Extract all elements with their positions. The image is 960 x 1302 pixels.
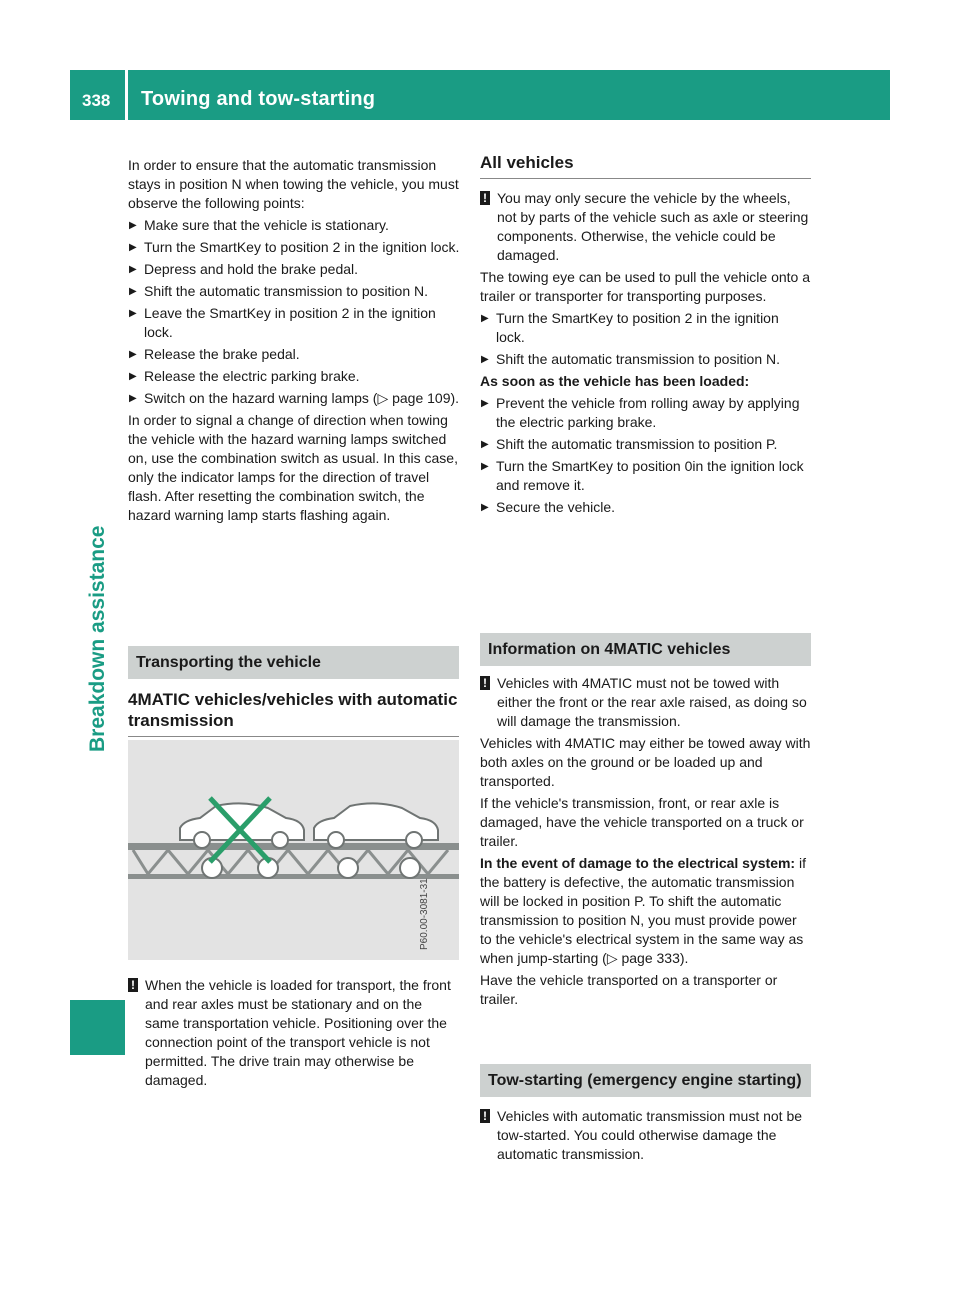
list-item: ▶ Turn the SmartKey to position 0in the ignition lock and remove it.	[480, 457, 811, 495]
heading-all-vehicles: All vehicles	[480, 152, 811, 179]
list-item: ▶ Make sure that the vehicle is stationary.	[128, 216, 460, 235]
section-heading-transporting: Transporting the vehicle	[128, 646, 459, 679]
paragraph: If the vehicle's transmission, front, or rear axle is damaged, have the vehicle transported on a truck or trailer.	[480, 795, 804, 849]
side-tab-marker	[70, 1000, 125, 1055]
warning-note	[128, 976, 460, 1090]
transport-warning	[128, 976, 460, 1093]
warning-icon: !	[128, 978, 138, 992]
list-item: ▶ Secure the vehicle.	[480, 498, 811, 517]
header-divider	[125, 70, 128, 120]
electrical-damage-text: if the battery is defective, the automatic transmission will be locked in position P. To shift the automatic transmission to position N, you must provide power to the vehicle's electrical system in the same way as when jump-starting (▷ page 333).	[480, 855, 806, 966]
indicator-paragraph: In order to signal a change of direction when towing the vehicle with the hazard warning lamps switched on, use the combination switch as usual. In this case, only the indicator lamps for the direction of travel flash. After resetting the combination switch, the hazard warning lamp starts flashing again.	[128, 412, 458, 523]
list-item: ▶ Depress and hold the brake pedal.	[128, 260, 460, 279]
right-column-top	[480, 152, 811, 520]
list-item: ▶ Turn the SmartKey to position 2 in the ignition lock.	[480, 309, 811, 347]
warning-text: You may only secure the vehicle by the wheels, not by parts of the vehicle such as axle or steering components. Otherwise, the vehicle could be damaged.	[497, 190, 809, 263]
list-item: ▶ Shift the automatic transmission to position N.	[128, 282, 460, 301]
towing-eye-paragraph: The towing eye can be used to pull the vehicle onto a trailer or transporter for transporting purposes.	[480, 269, 810, 304]
warning-icon: !	[480, 1109, 490, 1123]
page-number: 338	[82, 91, 111, 110]
list-item: ▶ Shift the automatic transmission to position P.	[480, 435, 811, 454]
list-item: ▶ Release the brake pedal.	[128, 345, 460, 364]
list-item: ▶ Shift the automatic transmission to position N.	[480, 350, 811, 369]
tow-starting-section	[480, 1064, 811, 1167]
paragraph: Vehicles with 4MATIC may either be towed away with both axles on the ground or be loaded up and transported.	[480, 735, 811, 789]
warning-icon: !	[480, 191, 490, 205]
warning-text: Vehicles with 4MATIC must not be towed with either the front or the rear axle raised, as doing so will damage the transmission.	[497, 675, 807, 729]
list-item: ▶ Leave the SmartKey in position 2 in the ignition lock.	[128, 304, 460, 342]
car-right	[314, 803, 438, 848]
transport-section	[128, 646, 459, 737]
warning-text: Vehicles with automatic transmission must not be tow-started. You could otherwise damage the automatic transmission.	[497, 1108, 803, 1162]
intro-paragraph: In order to ensure that the automatic transmission stays in position N when towing the vehicle, you must observe the following points:	[128, 157, 459, 211]
list-item: ▶ Turn the SmartKey to position 2 in the ignition lock.	[128, 238, 460, 257]
info-4matic-section	[480, 633, 811, 1012]
transport-illustration	[128, 740, 459, 960]
section-heading-tow-starting: Tow-starting (emergency engine starting)	[480, 1064, 811, 1097]
list-item: ▶ Switch on the hazard warning lamps (▷ page 109).	[128, 389, 460, 408]
loaded-label: As soon as the vehicle has been loaded:	[480, 373, 750, 389]
page-title: Towing and tow-starting	[141, 88, 376, 110]
section-heading-4matic: Information on 4MATIC vehicles	[480, 633, 811, 666]
electrical-damage-label: In the event of damage to the electrical system:	[480, 855, 796, 871]
warning-note	[480, 674, 811, 731]
list-item: ▶ Prevent the vehicle from rolling away by applying the electric parking brake.	[480, 394, 811, 432]
left-column-top	[128, 156, 460, 528]
warning-text: When the vehicle is loaded for transport, the front and rear axles must be stationary and on the same transportation vehicle. Positioning over the connection point of the transport vehicle is not permitted. The drive train may otherwise be damaged.	[145, 977, 451, 1088]
warning-note	[480, 189, 811, 265]
warning-note	[480, 1107, 811, 1164]
electrical-damage-paragraph	[480, 854, 811, 968]
warning-icon: !	[480, 676, 490, 690]
subsection-heading-4matic: 4MATIC vehicles/vehicles with automatic transmission	[128, 689, 459, 737]
paragraph: Have the vehicle transported on a transporter or trailer.	[480, 972, 778, 1007]
list-item: ▶ Release the electric parking brake.	[128, 367, 460, 386]
car-transporter-diagram	[128, 740, 459, 960]
